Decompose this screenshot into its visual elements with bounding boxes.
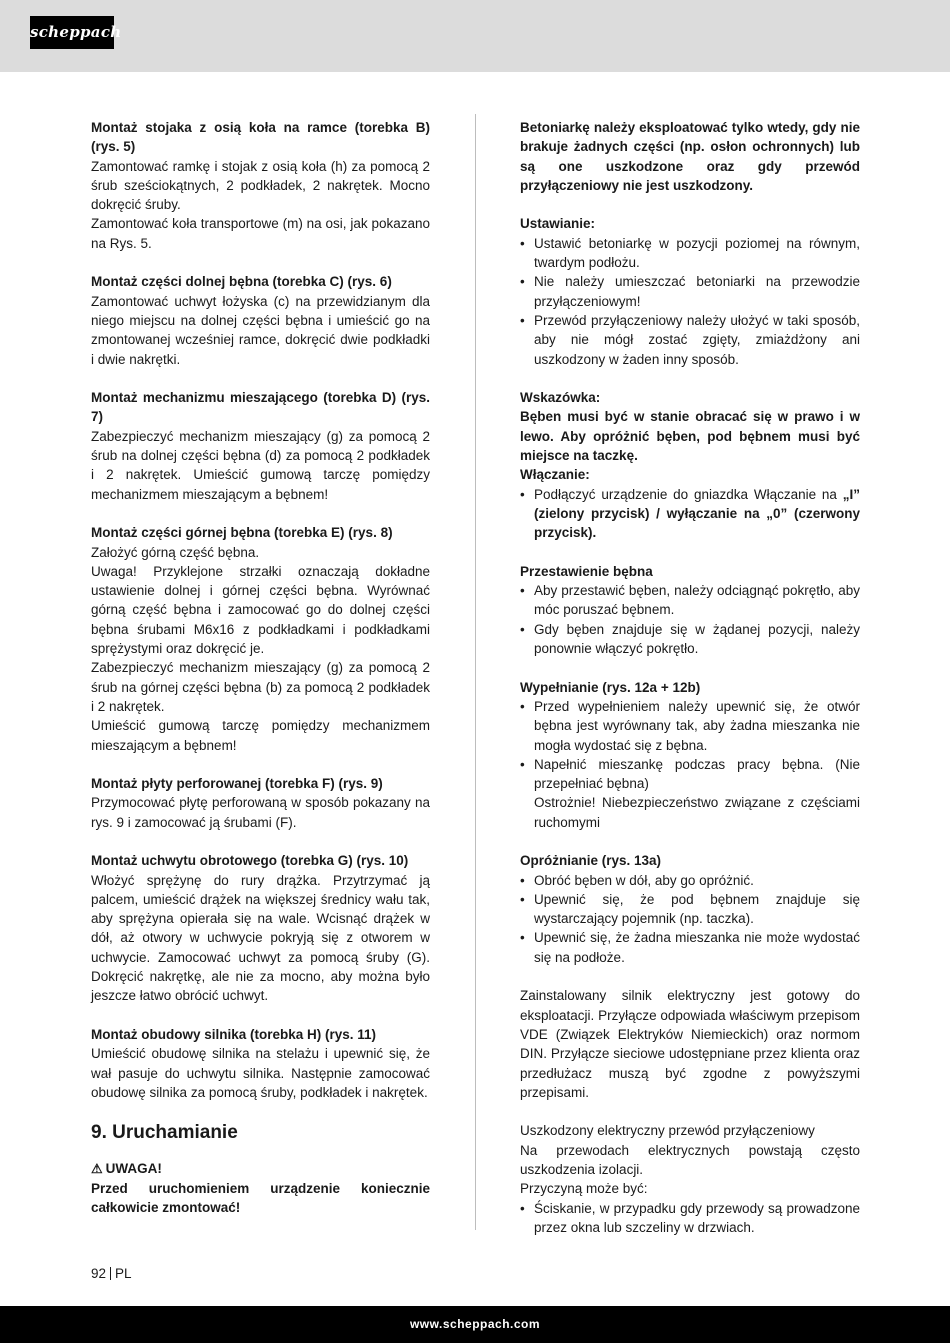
section-motor-housing (91, 1025, 430, 1102)
section-emptying (520, 851, 860, 967)
column-divider (475, 114, 476, 1230)
paragraph: Przymocować płytę perforowaną w sposób pokazany na rys. 9 i zamocować ją śrubami (F). (91, 795, 430, 830)
paragraph: Zamontować uchwyt łożyska (c) na przewidzianym dla niego miejscu na dolnej części bębna i umieścić go na zmontowanej wcześniej ramce, dokręcić dwie podkładki i dwie nakrętki. (91, 293, 430, 367)
section-filling (520, 678, 860, 832)
list-item: • Upewnić się, że pod bębnem znajduje się wystarczający pojemnik (np. taczka). (520, 890, 860, 929)
section-title: Montaż części górnej bębna (torebka E) (rys. 8) (91, 525, 393, 541)
footer-separator (110, 1267, 111, 1280)
paragraph: Zabezpieczyć mechanizm mieszający (g) za pomocą 2 śrub na górnej części bębna (b) za pomocą 2 podkładek i 2 nakrętek. (91, 660, 430, 714)
bullet-list (520, 697, 860, 832)
section-hint-switching (520, 388, 860, 542)
right-column (520, 118, 860, 1237)
section-lower-drum (91, 272, 430, 368)
list-item: • Przed wypełnieniem należy upewnić się, że otwór bębna jest wyrównany tak, aby żadna mieszanka nie mogła wydostać się z bębna. (520, 697, 860, 755)
paragraph: Umieścić obudowę silnika na stelażu i upewnić się, że wał pasuje do uchwytu silnika. Następnie zamocować obudowę silnika za pomocą śruby, podkładek i nakrętek. (91, 1046, 430, 1100)
list-item-bold-text: „I” (zielony przycisk) / wyłączanie na „0” (czerwony przycisk). (534, 486, 860, 541)
paragraph: Zabezpieczyć mechanizm mieszający (g) za pomocą 2 śrub na dolnej części bębna (d) za pomocą 2 podkładek i 2 nakrętek. Umieścić gumową tarczę pomiędzy mechanizmem mieszającym a bębnem! (91, 428, 430, 502)
bold-paragraph: Betoniarkę należy eksploatować tylko wtedy, gdy nie brakuje żadnych części (np. osłon ochronnych) lub są one uszkodzone oraz gdy przewód przyłączeniowy nie jest uszkodzony. (520, 120, 860, 193)
paragraph: Uszkodzony elektryczny przewód przyłączeniowy (520, 1123, 815, 1139)
paragraph: Uwaga! Przyklejone strzałki oznaczają dokładne ustawienie dolnej i górnej części bębna. Wyrównać górną część bębna i zamocować go do dolnej części bębna śrubami M6x16 z podkładkami i podkładkami sprężystymi oraz dokręcić je. (91, 563, 430, 657)
section-stand-axle (91, 118, 430, 253)
warning-label: UWAGA! (105, 1161, 162, 1177)
paragraph: Zamontować koła transportowe (m) na osi, jak pokazano na Rys. 5. (91, 216, 430, 251)
warning-line (91, 1159, 430, 1178)
paragraph: Na przewodach elektrycznych powstają często uszkodzenia izolacji. (520, 1142, 860, 1178)
bullet-list (520, 871, 860, 967)
brand-logo: scheppach (30, 16, 114, 49)
warning-text: Przed uruchomieniem urządzenie koniecznie całkowicie zmontować! (91, 1180, 430, 1216)
paragraph: Włożyć sprężynę do rury drążka. Przytrzymać ją palcem, umieścić drążek na większej średnicy wału tak, aby sprężyna opierała się na wale. Wcisnąć drążek w dół, aż otwory w uchwycie pokryją się z otworem w uchwycie. Zamocować uchwyt za pomocą śruby (G). Dokręcić nakrętkę, ale nie za mocno, aby można było jeszcze łatwo obrócić uchwyt. (91, 872, 430, 1004)
paragraph: Zainstalowany silnik elektryczny jest gotowy do eksploatacji. Przyłącze odpowiada właściwym przepisom VDE (Związek Elektryków Niemieckich) oraz normom DIN. Przyłącze sieciowe udostępniane przez klienta oraz przedłużacz muszą być zgodne z powyższymi przepisami. (520, 988, 860, 1100)
list-item: • Ustawić betoniarkę w pozycji poziomej na równym, twardym podłożu. (520, 234, 860, 273)
list-item: • Obróć bęben w dół, aby go opróżnić. (520, 871, 860, 890)
paragraph: Umieścić gumową tarczę pomiędzy mechanizmem mieszającym a bębnem! (91, 718, 430, 753)
section-startup (91, 1121, 430, 1217)
list-item: • Nie należy umieszczać betoniarki na przewodzie przyłączeniowym! (520, 272, 860, 311)
bullet-list (520, 1199, 860, 1238)
bullet-list (520, 234, 860, 369)
section-operation-note (520, 118, 860, 195)
list-item (520, 755, 860, 832)
section-setup (520, 214, 860, 368)
list-item: • Upewnić się, że żadna mieszanka nie może wydostać się na podłoże. (520, 928, 860, 967)
section-title: Ustawianie: (520, 216, 596, 232)
section-title: Wskazówka: (520, 390, 601, 406)
section-title: Opróżnianie (rys. 13a) (520, 853, 662, 869)
bullet-list (520, 485, 860, 543)
list-item (520, 485, 860, 543)
section-title: Montaż mechanizmu mieszającego (torebka D) (rys. 7) (91, 390, 430, 425)
website-url: www.scheppach.com (409, 1317, 541, 1331)
section-title: Wypełnianie (rys. 12a + 12b) (520, 679, 701, 695)
section-upper-drum (91, 523, 430, 755)
left-column (91, 118, 430, 1217)
section-damaged-cable (520, 1121, 860, 1237)
list-item: • Gdy bęben znajduje się w żądanej pozycji, należy ponownie włączyć pokrętło. (520, 620, 860, 659)
page-number: 92 (91, 1266, 107, 1281)
section-title: Włączanie: (520, 467, 590, 483)
list-item: • Przewód przyłączeniowy należy ułożyć w taki sposób, aby nie mógł zostać zgięty, zmiażdżony ani uszkodzony w żaden inny sposób. (520, 311, 860, 369)
paragraph: Przyczyną może być: (520, 1181, 648, 1197)
section-mixing-mechanism (91, 388, 430, 504)
list-item-text: Napełnić mieszankę podczas pracy bębna. (Nie przepełniać bębna) (534, 756, 860, 792)
section-perforated-plate (91, 774, 430, 832)
list-item: • Ściskanie, w przypadku gdy przewody są prowadzone przez okna lub szczeliny w drzwiach. (520, 1199, 860, 1238)
section-title: Montaż uchwytu obrotowego (torebka G) (rys. 10) (91, 853, 409, 869)
page-number-label (91, 1265, 132, 1283)
section-title: Montaż stojaka z osią koła na ramce (torebka B) (rys. 5) (91, 120, 430, 155)
bold-paragraph: Bęben musi być w stanie obracać się w prawo i w lewo. Aby opróżnić bęben, pod bębnem musi być miejsce na taczkę. (520, 409, 860, 464)
warning-triangle-icon: ⚠ (91, 1161, 103, 1177)
paragraph: Zamontować ramkę i stojak z osią koła (h) za pomocą 2 śrub sześciokątnych, 2 podkładek, 2 nakrętek. Mocno dokręcić śruby. (91, 158, 430, 213)
list-item: • Aby przestawić bęben, należy odciągnąć pokrętło, aby móc poruszać bębnem. (520, 581, 860, 620)
page-footer (0, 1306, 950, 1343)
bullet-list (520, 581, 860, 658)
list-item-caution: Ostrożnie! Niebezpieczeństwo związane z częściami ruchomymi (534, 795, 860, 830)
section-title: Montaż obudowy silnika (torebka H) (rys. 11) (91, 1026, 377, 1042)
section-title: Przestawienie bębna (520, 563, 653, 579)
paragraph: Założyć górną część bębna. (91, 544, 260, 560)
section-motor-ready (520, 986, 860, 1102)
section-title: Montaż płyty perforowanej (torebka F) (rys. 9) (91, 776, 383, 792)
section-title: Montaż części dolnej bębna (torebka C) (rys. 6) (91, 274, 392, 290)
page-header (0, 0, 950, 72)
section-drum-adjust (520, 562, 860, 658)
list-item-text: Podłączyć urządzenie do gniazdka Włączanie na (534, 486, 843, 502)
language-code: PL (115, 1266, 132, 1281)
chapter-heading: 9. Uruchamianie (91, 1122, 238, 1144)
section-rotary-handle (91, 851, 430, 1005)
